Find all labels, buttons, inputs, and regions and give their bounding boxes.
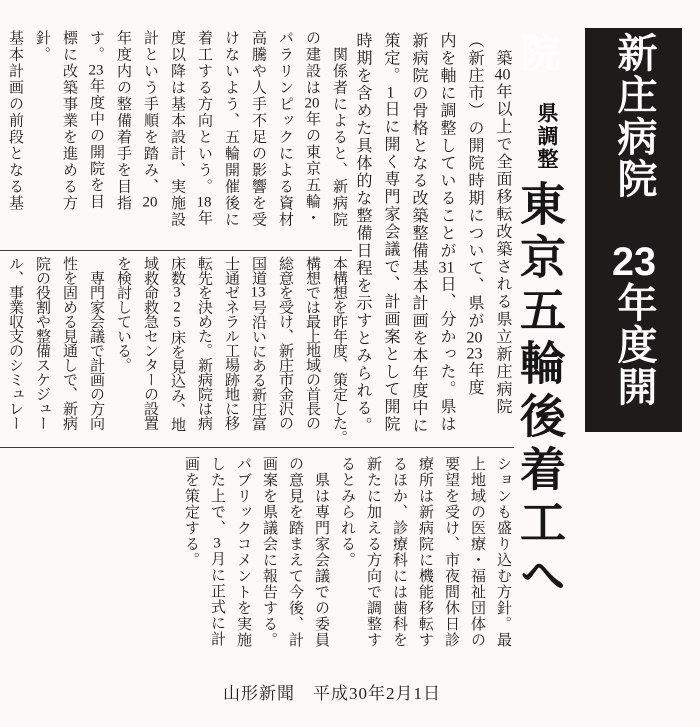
text-line: 新庄病院 23年度開院 [515, 32, 656, 408]
inline-number: 2 [173, 300, 181, 315]
inline-number: 20 [466, 329, 483, 346]
text-line: 国道13号沿いにある新庄富 [250, 256, 266, 431]
text-line: 床数325床を見込み、地 [169, 256, 185, 432]
inline-number: 1 [386, 84, 395, 101]
source-caption: 山形新聞 平成30年2月1日 [223, 684, 441, 703]
text-line: 東京五輪後着工へ [514, 180, 565, 604]
text-line: の意見を踏まえて今後、計 [287, 456, 303, 648]
text-line: 要望を受け、市夜間休日診 [443, 456, 459, 648]
body-text-middle [0, 256, 352, 446]
inline-number: 3 [173, 285, 181, 300]
text-line: す。23年度中の開院を目 [88, 30, 104, 210]
text-line: 士通ゼネラル工場跡地に移 [223, 256, 239, 430]
text-line: 着工する方向という。18年 [196, 30, 212, 227]
text-line: 総意を受け、新庄市金沢の [277, 256, 293, 430]
text-line: 度以降は基本設計、実施設 [169, 30, 185, 228]
text-line: （新庄市）の開院時期について、県が2023年度 [466, 32, 483, 397]
subheadline-kicker [530, 102, 562, 178]
text-line: 高騰や人手不足の影響を受 [250, 30, 266, 228]
text-line: ションも盛り込む方針。最 [495, 456, 511, 648]
body-text-bottom [176, 456, 516, 654]
text-line: 策定。1日に開く専門家会議で、計画案として開院 [382, 32, 399, 433]
text-line: 年度内の整備着手を目指 [115, 30, 131, 212]
text-line: 構想では最上地域の首長の [304, 256, 320, 430]
text-line: 基本計画の前段となる基 [7, 30, 23, 212]
text-line: 画を策定する。 [183, 456, 199, 568]
text-line: パブリックコメントを実施 [235, 456, 251, 648]
inline-number: 3 [213, 536, 221, 551]
inline-number: 20 [142, 195, 158, 210]
text-line: 画案を県議会に報告する。 [261, 456, 277, 648]
text-line: 時期を含めた具体的な整備日程を示すとみられる。 [354, 32, 371, 435]
subheadline-main [513, 180, 565, 612]
text-line: 県は専門家会議での委員 [313, 456, 329, 648]
text-line: 療所は新病院に機能移転す [417, 456, 433, 648]
text-line: 計という手順を踏み、20 [142, 30, 158, 210]
text-line: の建設は20年の東京五輪・ [304, 30, 320, 227]
text-line: 新たに加える方向で調整す [365, 456, 381, 648]
inline-number: 5 [173, 315, 181, 330]
body-text-top [0, 30, 352, 246]
text-line: ル、事業収支のシミュレー [7, 256, 23, 430]
text-line: 内を軸に調整していることが31日、分かった。県は [438, 32, 455, 433]
text-line: るほか、診療科には歯科を [391, 456, 407, 648]
column-divider-bottom [0, 447, 514, 448]
text-line: 本構想を昨年度、策定した。 [331, 256, 347, 445]
inline-number: 18 [196, 195, 212, 210]
text-line: を検討している。 [115, 256, 131, 372]
inline-number: 23 [88, 63, 104, 78]
lead-paragraph [348, 32, 516, 442]
inline-number: 23 [612, 242, 656, 282]
text-line: るとみられる。 [339, 456, 355, 568]
inline-number: 40 [494, 67, 511, 83]
text-line: パラリンピックによる資材 [277, 30, 293, 228]
text-line: 院の役割や整備スケジュー [34, 256, 50, 430]
text-line: 築40年以上で全面移転改築される県立新庄病院 [494, 32, 511, 416]
column-divider-top [0, 250, 352, 251]
inline-number: 31 [438, 259, 455, 276]
text-line: 県調整 [535, 102, 558, 171]
text-line: した上で、3月に正式に計 [209, 456, 225, 647]
text-line: 新病院の骨格となる改築整備基本計画を本年度中に [410, 32, 427, 435]
text-line: 上地域の医療・福祉団体の [469, 456, 485, 648]
inline-number: 20 [304, 96, 320, 111]
text-line: 標に改築事業を進める方 [61, 30, 77, 212]
text-line: 専門家会議で計画の方向 [88, 256, 104, 430]
text-line: 性を固める見通しで、新病 [61, 256, 77, 430]
inline-number: 13 [250, 285, 266, 300]
text-line: 域救命救急センターの設置 [142, 256, 158, 430]
text-line: 関係者によると、新病院 [331, 30, 347, 228]
text-line: 針。 [34, 30, 50, 63]
text-line: 転先を決めた。新病院は病 [196, 256, 212, 430]
inline-number: 23 [466, 345, 483, 362]
text-line: けないよう、五輪開催後に [223, 30, 239, 228]
